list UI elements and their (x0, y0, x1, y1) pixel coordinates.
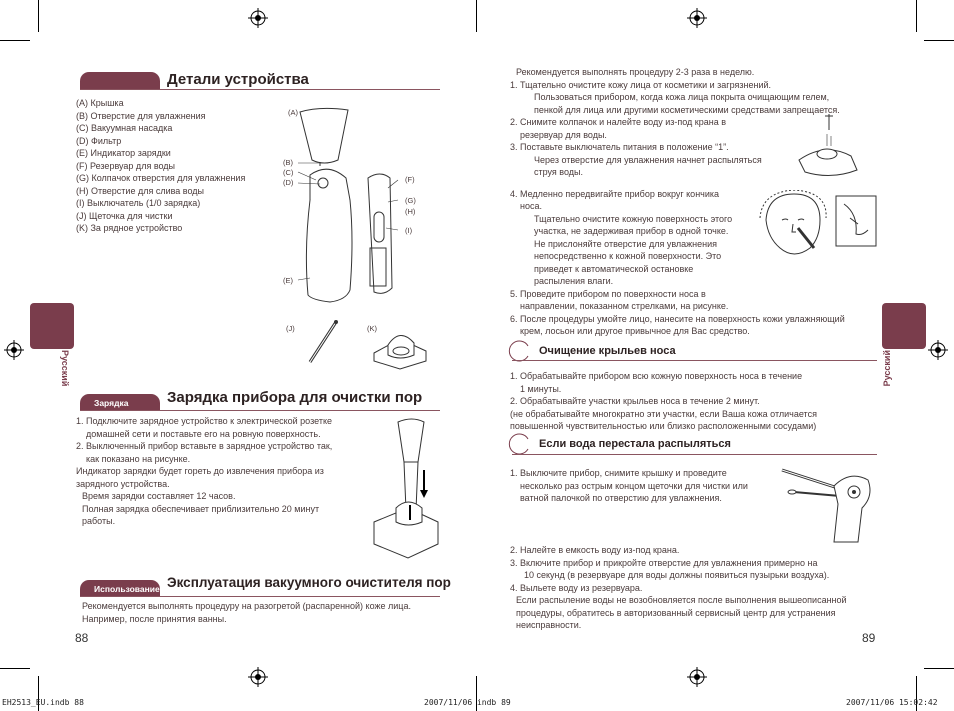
usage-title: Эксплуатация вакуумного очистителя пор (167, 575, 451, 590)
text-line: 1. Обрабатывайте прибором всю кожную поверхность носа в течение (510, 371, 803, 381)
text-line: работы. (82, 516, 116, 526)
text-line: несколько раз острым концом щеточки для чистки или (520, 480, 748, 491)
figure-label-d: (D) (283, 178, 294, 187)
crop-mark (924, 668, 954, 669)
text-line: (не обрабатывайте многократно эти участки, если Ваша кожа отличается (510, 408, 817, 419)
text-line: Полная зарядка обеспечивает приблизительно 20 минут (82, 503, 320, 514)
text-line: непосредственно к кожной поверхности. Это (534, 251, 722, 261)
text-line: ватной палочкой по отверстию для увлажнения. (520, 493, 722, 503)
text-line: носа. (520, 201, 542, 211)
list-item: (D) Фильтр (76, 135, 122, 146)
language-label: Русский (882, 350, 892, 387)
text-line: направлении, показанном стрелками, на рисунке. (520, 301, 729, 311)
section-badge (80, 72, 160, 89)
charging-illustration (368, 410, 443, 560)
filling-water-illustration (795, 112, 865, 182)
footer-date-left: 2007/11/06 indb 89 (424, 698, 511, 707)
text-line: Рекомендуется выполнять процедуру 2-3 раза в неделю. (516, 67, 755, 77)
text-line: пенкой для лица или другими косметическими средствами запрещается. (534, 104, 840, 115)
text-line: Например, после принятия ванны. (82, 613, 227, 624)
text-line: 10 секунд (в резервуаре для воды должны появиться пузырьки воздуха). (524, 570, 830, 580)
list-item: (F) Резервуар для воды (76, 160, 176, 171)
page-number-right: 89 (862, 631, 876, 645)
text-line: резервуар для воды. (520, 129, 607, 140)
cleaning-nozzle-illustration (780, 456, 880, 544)
charger-stand-illustration (370, 325, 430, 370)
crop-mark (476, 0, 477, 32)
section-marker-icon (508, 433, 530, 455)
text-line: 1 минуты. (520, 383, 562, 394)
usage-text (82, 600, 411, 625)
text-line: неисправности. (516, 620, 582, 630)
divider (80, 596, 440, 597)
text-line: Пользоваться прибором, когда кожа лица покрыта очищающим гелем, (534, 92, 830, 102)
crop-mark (0, 40, 30, 41)
crop-mark (0, 668, 30, 669)
figure-label-f: (F) (405, 175, 415, 184)
text-line: 2. Снимите колпачок и налейте воду из-под крана в (510, 117, 726, 127)
parts-list (76, 97, 245, 235)
list-item: (J) Щеточка для чистки (76, 210, 173, 221)
charging-title: Зарядка прибора для очистки пор (167, 389, 423, 406)
text-line: участка, не задерживая прибор в одной точке. (534, 226, 729, 236)
language-tab (882, 303, 926, 349)
text-line: 4. Выльете воду из резервуара. (510, 582, 643, 593)
footer-date-right: 2007/11/06 15:02:42 (846, 698, 938, 707)
text-line: 2. Выключенный прибор вставьте в зарядное устройство так, (76, 441, 333, 451)
crop-mark (916, 0, 917, 32)
divider (512, 454, 877, 455)
list-item: (I) Выключатель (1/0 зарядка) (76, 198, 201, 208)
figure-label-c: (C) (283, 168, 294, 177)
charging-text (76, 415, 332, 528)
text-line: Время зарядки составляет 12 часов. (82, 491, 236, 501)
registration-mark-icon (248, 8, 268, 28)
text-line: как показано на рисунке. (86, 453, 191, 464)
registration-mark-icon (4, 340, 24, 360)
list-item: (B) Отверстие для увлажнения (76, 110, 206, 121)
nose-section-title: Очищение крыльев носа (539, 345, 676, 357)
text-line: 1. Подключите зарядное устройство к электрической розетке (76, 416, 332, 426)
list-item: (H) Отверстие для слива воды (76, 185, 205, 196)
text-line: 1. Тщательно очистите кожу лица от косметики и загрязнений. (510, 79, 771, 90)
language-label: Русский (60, 350, 70, 387)
text-line: струя воды. (534, 167, 584, 177)
language-tab (30, 303, 74, 349)
text-line: 2. Обрабатывайте участки крыльев носа в течение 2 минут. (510, 396, 760, 406)
text-line: повышенной чувствительностью или близко расположенными сосудами) (510, 421, 817, 431)
text-line: крем, лосьон или другое привычное для Вас средство. (520, 326, 750, 336)
list-item: (K) За рядное устройство (76, 223, 183, 233)
text-line: Через отверстие для увлажнения начнет распыляться (534, 154, 762, 165)
registration-mark-icon (687, 8, 707, 28)
text-line: распыления влаги. (534, 276, 614, 286)
figure-label-g: (G) (405, 196, 416, 205)
list-item: (A) Крышка (76, 98, 124, 108)
figure-label-h: (H) (405, 207, 416, 216)
nospray-text-2 (510, 544, 847, 632)
divider (80, 89, 440, 90)
figure-label-b: (B) (283, 158, 293, 167)
text-line: Рекомендуется выполнять процедуру на разогретой (распаренной) коже лица. (82, 601, 411, 611)
usage-badge: Использование (80, 580, 160, 597)
text-line: 1. Выключите прибор, снимите крышку и проведите (510, 468, 727, 478)
section-marker-icon (508, 340, 530, 362)
text-line: 2. Налейте в емкость воду из-под крана. (510, 545, 680, 555)
list-item: (C) Вакуумная насадка (76, 123, 173, 133)
text-line: приведет к автоматической остановке (534, 263, 694, 274)
text-line: 3. Включите прибор и прикройте отверстие для увлажнения примерно на (510, 557, 818, 568)
figure-label-e: (E) (283, 276, 293, 285)
cleaning-brush-illustration (300, 316, 350, 366)
charging-badge: Зарядка (80, 394, 160, 411)
footer-file: EH2513_EU.indb 88 (2, 698, 84, 707)
text-line: зарядного устройства. (76, 478, 170, 489)
text-line: процедуры, обратитесь в авторизованный сервисный центр для устранения (516, 607, 836, 618)
list-item: (E) Индикатор зарядки (76, 148, 171, 158)
nospray-section-title: Если вода перестала распыляться (539, 438, 731, 450)
divider (512, 360, 877, 361)
nose-text (510, 370, 817, 433)
figure-label-a: (A) (288, 108, 298, 117)
face-treatment-illustration (758, 190, 878, 262)
registration-mark-icon (248, 667, 268, 687)
text-line: 5. Проведите прибором по поверхности носа в (510, 288, 706, 299)
figure-label-j: (J) (286, 324, 295, 333)
text-line: Если распыление воды не возобновляется после выполнения вышеописанной (516, 595, 847, 605)
text-line: 6. После процедуры умойте лицо, нанесите на поверхность кожи увлажняющий (510, 313, 845, 324)
crop-mark (924, 40, 954, 41)
text-line: Тщательно очистите кожную поверхность этого (534, 213, 733, 224)
figure-label-k: (K) (367, 324, 377, 333)
text-line: Не прислоняйте отверстие для увлажнения (534, 238, 718, 249)
registration-mark-icon (687, 667, 707, 687)
parts-title: Детали устройства (167, 71, 309, 88)
text-line: 3. Поставьте выключатель питания в положение “1”. (510, 142, 729, 152)
figure-label-i: (I) (405, 226, 413, 235)
list-item: (G) Колпачок отверстия для увлажнения (76, 173, 246, 183)
crop-mark (38, 0, 39, 32)
page-number-left: 88 (75, 631, 89, 645)
text-line: 4. Медленно передвигайте прибор вокруг кончика (510, 188, 720, 199)
text-line: домашней сети и поставьте его на ровную поверхность. (86, 428, 321, 439)
text-line: Индикатор зарядки будет гореть до извлечения прибора из (76, 466, 324, 476)
registration-mark-icon (928, 340, 948, 360)
nospray-text-1 (510, 467, 748, 505)
